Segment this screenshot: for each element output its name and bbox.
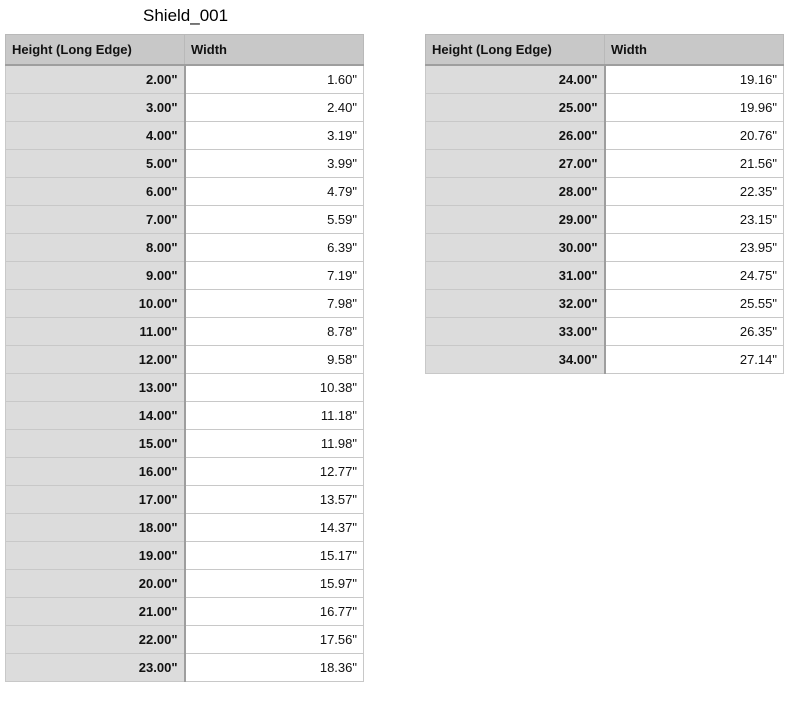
header-row [6,35,364,66]
table-row [6,317,364,345]
width-cell[interactable]: 15.17" [185,541,364,569]
width-cell[interactable]: 14.37" [185,513,364,541]
sheet-title: Shield_001 [143,6,229,25]
height-cell[interactable]: 3.00" [6,93,185,121]
height-cell[interactable]: 20.00" [6,569,185,597]
height-cell[interactable]: 12.00" [6,345,185,373]
table-row [6,541,364,569]
width-cell[interactable]: 12.77" [185,457,364,485]
width-cell[interactable]: 23.95" [605,233,784,261]
height-cell[interactable]: 6.00" [6,177,185,205]
table-row [6,569,364,597]
table-row [426,289,784,317]
width-cell[interactable]: 27.14" [605,345,784,373]
width-cell[interactable]: 6.39" [185,233,364,261]
height-cell[interactable]: 29.00" [426,205,605,233]
width-cell[interactable]: 11.98" [185,429,364,457]
table-row [6,457,364,485]
table-row [6,65,364,93]
width-cell[interactable]: 24.75" [605,261,784,289]
table-row [6,345,364,373]
table-row [6,289,364,317]
table-row [6,205,364,233]
table-row [426,261,784,289]
height-cell[interactable]: 22.00" [6,625,185,653]
width-cell[interactable]: 4.79" [185,177,364,205]
height-cell[interactable]: 33.00" [426,317,605,345]
height-cell[interactable]: 8.00" [6,233,185,261]
height-cell[interactable]: 16.00" [6,457,185,485]
table-row [426,345,784,373]
table-row [6,149,364,177]
width-cell[interactable]: 7.19" [185,261,364,289]
width-cell[interactable]: 8.78" [185,317,364,345]
height-cell[interactable]: 23.00" [6,653,185,681]
width-cell[interactable]: 19.16" [605,65,784,93]
height-cell[interactable]: 25.00" [426,93,605,121]
size-table-left [5,34,364,682]
width-cell[interactable]: 9.58" [185,345,364,373]
height-cell[interactable]: 15.00" [6,429,185,457]
table-row [426,93,784,121]
table-row [426,317,784,345]
height-cell[interactable]: 17.00" [6,485,185,513]
width-cell[interactable]: 22.35" [605,177,784,205]
height-cell[interactable]: 11.00" [6,317,185,345]
height-cell[interactable]: 34.00" [426,345,605,373]
width-cell[interactable]: 17.56" [185,625,364,653]
height-cell[interactable]: 19.00" [6,541,185,569]
width-cell[interactable]: 21.56" [605,149,784,177]
height-cell[interactable]: 7.00" [6,205,185,233]
table-row [6,121,364,149]
table-row [6,93,364,121]
height-cell[interactable]: 30.00" [426,233,605,261]
width-cell[interactable]: 5.59" [185,205,364,233]
table-row [6,401,364,429]
width-cell[interactable]: 2.40" [185,93,364,121]
table-row [426,177,784,205]
height-cell[interactable]: 18.00" [6,513,185,541]
height-cell[interactable]: 32.00" [426,289,605,317]
table-row [6,429,364,457]
height-cell[interactable]: 31.00" [426,261,605,289]
table-row [426,205,784,233]
height-cell[interactable]: 26.00" [426,121,605,149]
header-row [426,35,784,66]
height-cell[interactable]: 4.00" [6,121,185,149]
height-cell[interactable]: 5.00" [6,149,185,177]
table-row [6,373,364,401]
width-cell[interactable]: 20.76" [605,121,784,149]
table-row [6,261,364,289]
table-row [6,513,364,541]
width-cell[interactable]: 23.15" [605,205,784,233]
table-row [426,121,784,149]
column-header-height[interactable]: Height (Long Edge) [426,35,605,66]
height-cell[interactable]: 14.00" [6,401,185,429]
size-table-right [425,34,784,374]
width-cell[interactable]: 15.97" [185,569,364,597]
width-cell[interactable]: 10.38" [185,373,364,401]
column-header-width[interactable]: Width [605,35,784,66]
width-cell[interactable]: 26.35" [605,317,784,345]
width-cell[interactable]: 3.19" [185,121,364,149]
height-cell[interactable]: 27.00" [426,149,605,177]
table-row [426,65,784,93]
table-row [6,653,364,681]
width-cell[interactable]: 16.77" [185,597,364,625]
table-row [6,233,364,261]
height-cell[interactable]: 21.00" [6,597,185,625]
column-header-height[interactable]: Height (Long Edge) [6,35,185,66]
width-cell[interactable]: 1.60" [185,65,364,93]
table-row [6,625,364,653]
height-cell[interactable]: 13.00" [6,373,185,401]
column-header-width[interactable]: Width [185,35,364,66]
height-cell[interactable]: 2.00" [6,65,185,93]
width-cell[interactable]: 3.99" [185,149,364,177]
width-cell[interactable]: 7.98" [185,289,364,317]
table-row [6,597,364,625]
table-row [6,177,364,205]
table-row [426,149,784,177]
height-cell[interactable]: 9.00" [6,261,185,289]
table-row [6,485,364,513]
width-cell[interactable]: 11.18" [185,401,364,429]
height-cell[interactable]: 28.00" [426,177,605,205]
width-cell[interactable]: 25.55" [605,289,784,317]
width-cell[interactable]: 13.57" [185,485,364,513]
height-cell[interactable]: 24.00" [426,65,605,93]
table-row [426,233,784,261]
width-cell[interactable]: 19.96" [605,93,784,121]
height-cell[interactable]: 10.00" [6,289,185,317]
width-cell[interactable]: 18.36" [185,653,364,681]
